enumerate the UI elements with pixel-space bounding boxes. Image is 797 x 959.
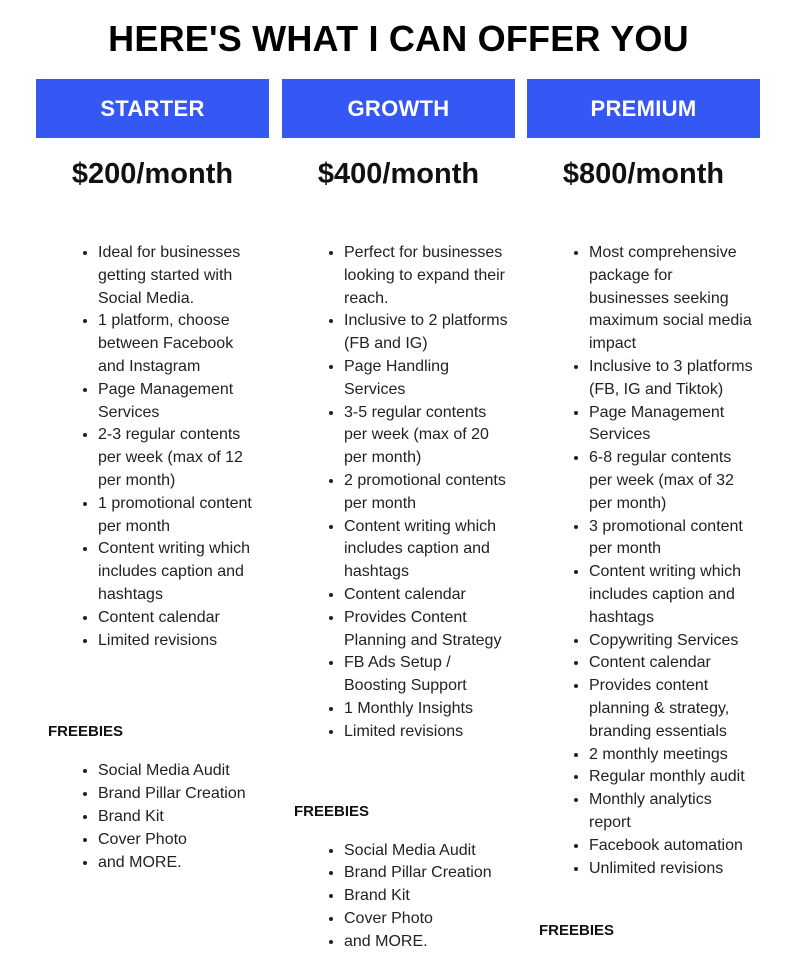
list-item: • Brand Kit	[344, 885, 515, 908]
list-item: • Perfect for businesses looking to expand their reach.	[344, 242, 509, 310]
list-item: • Limited revisions	[344, 721, 509, 744]
plan-price-growth: $400/month	[317, 158, 480, 190]
list-item: • Unlimited revisions	[589, 858, 756, 881]
plan-column-growth	[282, 79, 515, 954]
list-item: • 2-3 regular contents per week (max of 12 per month)	[98, 424, 258, 492]
list-item: • Provides Content Planning and Strategy	[344, 607, 509, 653]
list-item: • and MORE.	[344, 931, 515, 954]
list-item: • Ideal for businesses getting started with Social Media.	[98, 242, 258, 310]
list-item: • 3-5 regular contents per week (max of 20 per month)	[344, 402, 509, 470]
list-item: • Page Handling Services	[344, 356, 509, 402]
list-item: • Regular monthly audit	[589, 766, 756, 789]
list-item: • Content calendar	[98, 607, 258, 630]
list-item: • Content writing which includes caption and hashtags	[98, 538, 258, 606]
list-item: • Content writing which includes caption and hashtags	[589, 561, 756, 629]
plan-header-premium: PREMIUM	[527, 79, 760, 138]
list-item: • Copywriting Services	[589, 630, 756, 653]
plan-price-starter: $200/month	[71, 158, 234, 190]
list-item: • Content calendar	[589, 652, 756, 675]
plan-price-premium: $800/month	[562, 158, 725, 190]
list-item: • and MORE.	[98, 852, 269, 875]
list-item: • Inclusive to 3 platforms (FB, IG and Tiktok)	[589, 356, 756, 402]
plan-column-premium	[527, 79, 760, 959]
feature-list-premium	[527, 242, 756, 880]
list-item: • Cover Photo	[344, 908, 515, 931]
list-item: • Facebook automation	[589, 835, 756, 858]
list-item: • 1 promotional content per month	[98, 493, 258, 539]
list-item: • 1 Monthly Insights	[344, 698, 509, 721]
freebies-list-growth	[282, 840, 515, 954]
list-item: • Brand Kit	[98, 806, 269, 829]
list-item: • Content writing which includes caption and hashtags	[344, 516, 509, 584]
list-item: • Social Media Audit	[344, 840, 515, 863]
list-item: • FB Ads Setup / Boosting Support	[344, 652, 509, 698]
list-item: • Content calendar	[344, 584, 509, 607]
list-item: • 6-8 regular contents per week (max of 32 per month)	[589, 447, 756, 515]
freebies-list-starter	[36, 760, 269, 874]
plan-header-starter: STARTER	[36, 79, 269, 138]
feature-list-growth	[282, 242, 509, 744]
list-item: • Cover Photo	[98, 829, 269, 852]
page-title: HERE'S WHAT I CAN OFFER YOU	[108, 18, 689, 59]
plan-header-growth: GROWTH	[282, 79, 515, 138]
list-item: • Inclusive to 2 platforms (FB and IG)	[344, 310, 509, 356]
list-item: • Brand Pillar Creation	[344, 862, 515, 885]
list-item: • Page Management Services	[589, 402, 756, 448]
feature-list-starter	[36, 242, 258, 652]
list-item: • 2 monthly meetings	[589, 744, 756, 767]
freebies-title-starter: FREEBIES	[48, 723, 124, 741]
list-item: • 1 platform, choose between Facebook and Instagram	[98, 310, 258, 378]
freebies-title-premium: FREEBIES	[539, 922, 615, 940]
list-item: • Most comprehensive package for businesses seeking maximum social media impact	[589, 242, 756, 356]
plan-column-starter	[36, 79, 269, 874]
list-item: • Page Management Services	[98, 379, 258, 425]
list-item: • Provides content planning & strategy, branding essentials	[589, 675, 756, 743]
list-item: • 3 promotional content per month	[589, 516, 756, 562]
list-item: • 2 promotional contents per month	[344, 470, 509, 516]
list-item: • Social Media Audit	[98, 760, 269, 783]
freebies-title-growth: FREEBIES	[294, 802, 370, 820]
list-item: • Brand Pillar Creation	[98, 783, 269, 806]
list-item: • Limited revisions	[98, 630, 258, 653]
list-item: • Monthly analytics report	[589, 789, 756, 835]
